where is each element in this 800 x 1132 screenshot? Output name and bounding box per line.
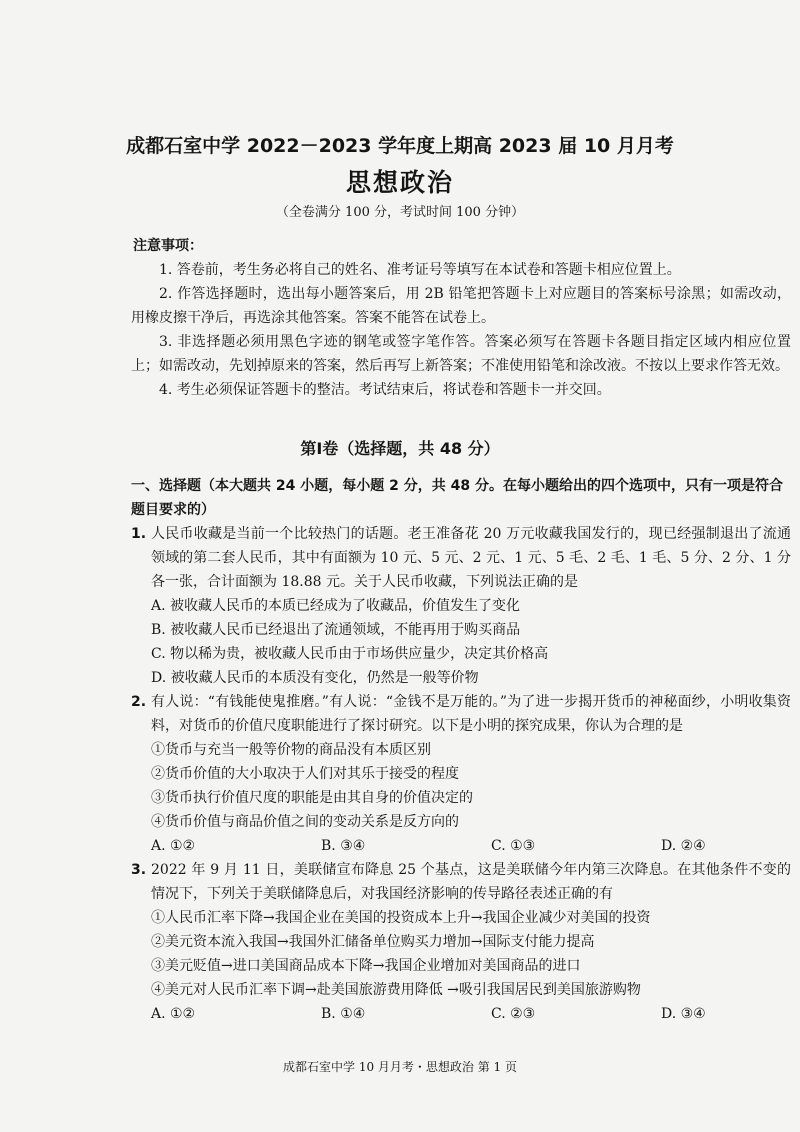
question-2	[131, 690, 791, 858]
choice-a: A. ①②	[151, 1006, 196, 1022]
question-text: 人民币收藏是当前一个比较热门的话题。老王准备花 20 万元收藏我国发行的，现已经强制退出了流通领域的第二套人民币，其中有面额为 10 元、5 元、2 元、1 元、5 毛、2 毛、1 毛、5 分、2 分、1 分各一张，合计面额为 18.88 元。关于人民币收藏，下列说法正确的是	[151, 526, 791, 590]
notice-list	[131, 258, 791, 402]
choice-b: B. ①④	[321, 1006, 366, 1022]
notice-item: 1. 答卷前，考生务必将自己的姓名、准考证号等填写在本试卷和答题卡相应位置上。	[159, 262, 681, 278]
question-number: 1.	[131, 526, 147, 542]
statement-2: ②美元资本流入我国→我国外汇储备单位购买力增加→国际支付能力提高	[151, 934, 595, 950]
choice-b: B. ③④	[321, 838, 366, 854]
page-footer: 成都石室中学 10 月月考・思想政治 第 1 页	[283, 1060, 517, 1074]
statement-1: ①货币与充当一般等价物的商品没有本质区别	[151, 742, 431, 758]
question-text: 2022 年 9 月 11 日，美联储宣布降息 25 个基点，这是美联储今年内第三次降息。在其他条件不变的情况下，下列关于美联储降息后，对我国经济影响的传导路径表述正确的有	[151, 862, 791, 902]
notice-item: 4. 考生必须保证答题卡的整洁。考试结束后，将试卷和答题卡一并交回。	[159, 382, 611, 398]
statement-2: ②货币价值的大小取决于人们对其乐于接受的程度	[151, 766, 459, 782]
answer-choices	[131, 1002, 791, 1026]
question-1	[131, 522, 791, 690]
option-c: C. 物以稀为贵，被收藏人民币由于市场供应量少，决定其价格高	[151, 646, 549, 662]
statement-4: ④美元对人民币汇率下调→赴美国旅游费用降低 →吸引我国居民到美国旅游购物	[151, 982, 641, 998]
statement-1: ①人民币汇率下降→我国企业在美国的投资成本上升→我国企业减少对美国的投资	[151, 910, 651, 926]
question-stem	[131, 690, 791, 738]
question-stem	[131, 522, 791, 594]
answer-choices	[131, 834, 791, 858]
option-b: B. 被收藏人民币已经退出了流通领域，不能再用于购买商品	[151, 622, 521, 638]
choice-d: D. ②④	[661, 838, 706, 854]
option-a: A. 被收藏人民币的本质已经成为了收藏品，价值发生了变化	[151, 598, 521, 614]
exam-meta: （全卷满分 100 分，考试时间 100 分钟）	[275, 205, 525, 220]
question-stem	[131, 858, 791, 906]
option-d: D. 被收藏人民币的本质没有变化，仍然是一般等价物	[151, 670, 479, 686]
question-3	[131, 858, 791, 1026]
exam-title: 成都石室中学 2022－2023 学年度上期高 2023 届 10 月月考	[126, 135, 674, 157]
subject-title: 思想政治	[345, 168, 454, 197]
choice-a: A. ①②	[151, 838, 196, 854]
choice-c: C. ①③	[491, 838, 536, 854]
statement-4: ④货币价值与商品价值之间的变动关系是反方向的	[151, 814, 459, 830]
question-number: 3.	[131, 862, 147, 878]
part-title: 第Ⅰ卷（选择题，共 48 分）	[300, 439, 500, 458]
section-heading: 一、选择题（本大题共 24 小题，每小题 2 分，共 48 分。在每小题给出的四个选项中，只有一项是符合题目要求的）	[131, 478, 783, 518]
choice-c: C. ②③	[491, 1006, 536, 1022]
question-number: 2.	[131, 694, 147, 710]
statement-3: ③货币执行价值尺度的职能是由其自身的价值决定的	[151, 790, 473, 806]
choice-d: D. ③④	[661, 1006, 706, 1022]
notice-item: 3. 非选择题必须用黑色字迹的钢笔或签字笔作答。答案必须写在答题卡各题目指定区域内相应位置上；如需改动，先划掉原来的答案，然后再写上新答案；不准使用铅笔和涂改液。不按以上要求作答无效。	[131, 334, 791, 374]
notice-heading: 注意事项：	[133, 238, 203, 254]
question-text: 有人说：“有钱能使鬼推磨。”有人说：“金钱不是万能的。”为了进一步揭开货币的神秘面纱，小明收集资料，对货币的价值尺度职能进行了探讨研究。以下是小明的探究成果，你认为合理的是	[151, 694, 791, 734]
notice-item: 2. 作答选择题时，选出每小题答案后，用 2B 铅笔把答题卡上对应题目的答案标号涂黑；如需改动，用橡皮擦干净后，再选涂其他答案。答案不能答在试卷上。	[131, 286, 791, 326]
question-list	[131, 522, 791, 1026]
statement-3: ③美元贬值→进口美国商品成本下降→我国企业增加对美国商品的进口	[151, 958, 581, 974]
